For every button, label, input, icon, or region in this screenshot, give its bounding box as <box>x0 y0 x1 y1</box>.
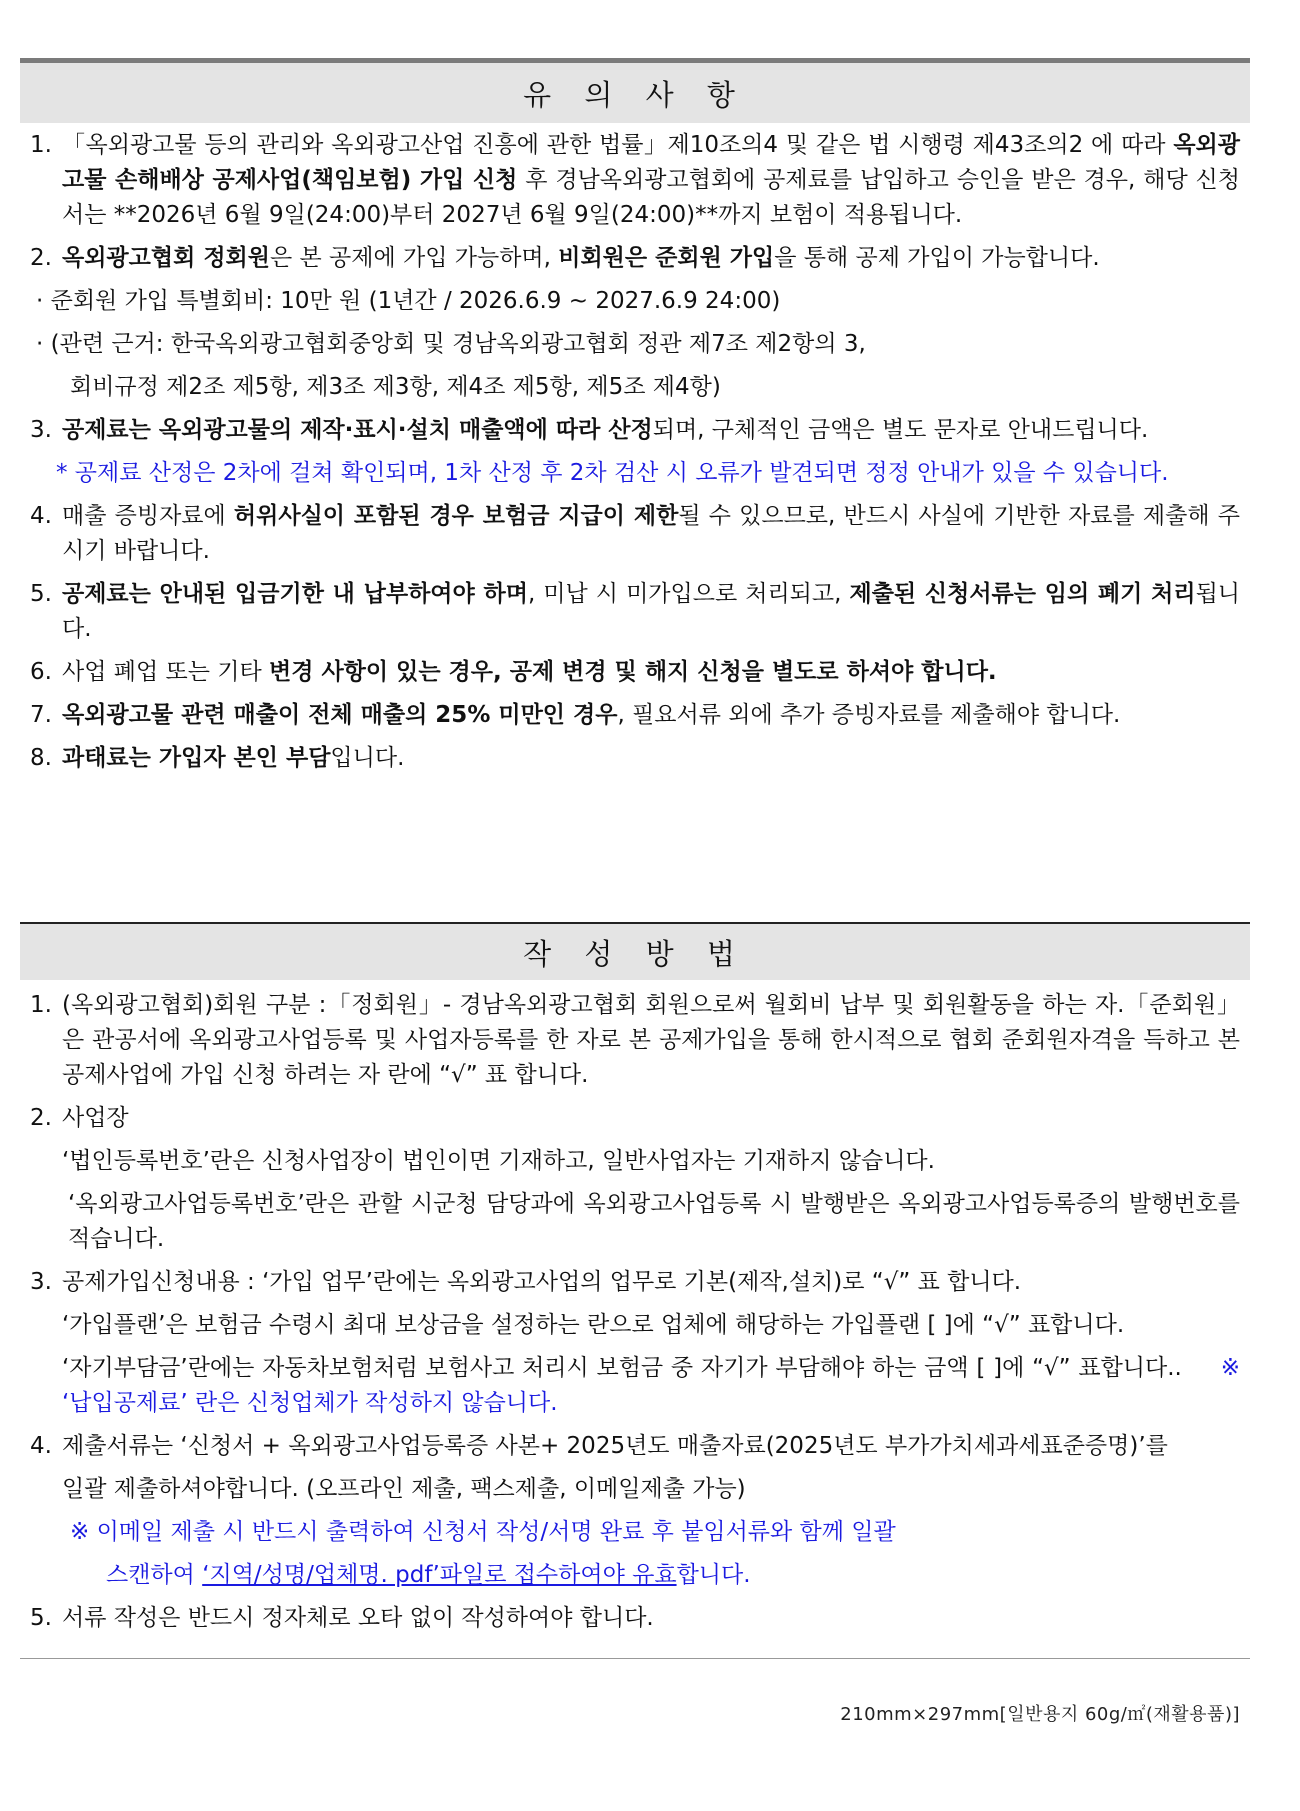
instruction-item-3: 3. 공제가입신청내용 : ‘가입 업무’란에는 옥외광고사업의 업무로 기본(제작,설치)로 “√” 표 합니다. <box>30 1269 1022 1295</box>
bottom-divider <box>20 1658 1250 1659</box>
legal-basis-line: · (관련 근거: 한국옥외광고협회중앙회 및 경남옥외광고협회 정관 제7조 제2항의 3, <box>36 331 866 357</box>
ad-registration-note: ‘옥외광고사업등록번호’란은 관할 시군청 담당과에 옥외광고사업등록 시 발행받은 옥외광고사업등록증의 발행번호를 적습니다. <box>68 1191 1240 1252</box>
legal-basis-line-2: 회비규정 제2조 제5항, 제3조 제3항, 제4조 제5항, 제5조 제4항) <box>70 374 721 400</box>
instructions-section-header <box>20 922 1250 980</box>
associate-fee-line: · 준회원 가입 특별회비: 10만 원 (1년간 / 2026.6.9 ~ 2027.6.9 24:00) <box>36 288 781 314</box>
paper-spec-footer: 210mm×297mm[일반용지 60g/㎡(재활용품)] <box>840 1704 1240 1725</box>
notice-item-3: 3. 공제료는 옥외광고물의 제작·표시·설치 매출액에 따라 산정되며, 구체적인 금액은 별도 문자로 안내드립니다. <box>30 417 1149 443</box>
notice-item-1: 1. 「옥외광고물 등의 관리와 옥외광고산업 진흥에 관한 법률」제10조의4 및 같은 법 시행령 제43조의2 에 따라 옥외광고물 손해배상 공제사업(책임보험) 가입 신청 후 경남옥외광고협회에 공제료를 납입하고 승인을 받은 경우, 해당 신청서는 **2026년 6월 9일(24:00)부터 2027년 6월 9일(24:00)**까지 보험이 적용됩니다. <box>30 132 1240 228</box>
instruction-item-1: 1. (옥외광고협회)회원 구분 :「정회원」- 경남옥외광고협회 회원으로써 월회비 납부 및 회원활동을 하는 자.「준회원」은 관공서에 옥외광고사업등록 및 사업자등록를 한 자로 본 공제가입을 통해 한시적으로 협회 준회원자격을 득하고 본 공제사업에 가입 신청 하려는 자 란에 “√” 표 합니다. <box>30 992 1240 1088</box>
notice-item-2: 2. 옥외광고협회 정회원은 본 공제에 가입 가능하며, 비회원은 준회원 가입을 통해 공제 가입이 가능합니다. <box>30 245 1100 271</box>
notice-item-7: 7. 옥외광고물 관련 매출이 전체 매출의 25% 미만인 경우, 필요서류 외에 추가 증빙자료를 제출해야 합니다. <box>30 702 1121 728</box>
premium-field-note: ※ ‘납입공제료’ 란은 신청업체가 작성하지 않습니다. <box>62 1355 1240 1416</box>
deductible-note: ‘자기부담금’란에는 자동차보험처럼 보험사고 처리시 보험금 중 자기가 부담해야 하는 금액 [ ]에 “√” 표합니다.. ※ ‘납입공제료’ 란은 신청업체가 작성하지 않습니다. <box>62 1355 1240 1416</box>
notice-item-5: 5. 공제료는 안내된 입금기한 내 납부하여야 하며, 미납 시 미가입으로 처리되고, 제출된 신청서류는 임의 폐기 처리됩니다. <box>30 581 1240 642</box>
instruction-item-4: 4. 제출서류는 ‘신청서 + 옥외광고사업등록증 사본+ 2025년도 매출자료(2025년도 부가가치세과세표준증명)’를 <box>30 1433 1168 1459</box>
notice-item-8: 8. 과태료는 가입자 본인 부담입니다. <box>30 745 405 771</box>
notice-section-title: 유 의 사 항 <box>523 77 747 112</box>
instruction-item-5: 5. 서류 작성은 반드시 정자체로 오타 없이 작성하여야 합니다. <box>30 1605 654 1631</box>
plan-note: ‘가입플랜’은 보험금 수령시 최대 보상금을 설정하는 란으로 업체에 해당하는 가입플랜 [ ]에 “√” 표합니다. <box>62 1312 1125 1338</box>
calculation-note: * 공제료 산정은 2차에 걸쳐 확인되며, 1차 산정 후 2차 검산 시 오류가 발견되면 정정 안내가 있을 수 있습니다. <box>56 460 1169 486</box>
email-submission-note: ※ 이메일 제출 시 반드시 출력하여 신청서 작성/서명 완료 후 붙임서류와 함께 일괄 <box>70 1519 896 1545</box>
submission-methods: 일괄 제출하셔야합니다. (오프라인 제출, 팩스제출, 이메일제출 가능) <box>62 1476 746 1502</box>
instructions-section-body <box>30 988 1240 1644</box>
notice-item-6: 6. 사업 폐업 또는 기타 변경 사항이 있는 경우, 공제 변경 및 해지 신청을 별도로 하셔야 합니다. <box>30 659 997 685</box>
email-submission-note-2: 스캔하여 ‘지역/성명/업체명. pdf’파일로 접수하여야 유효합니다. <box>106 1562 751 1588</box>
instruction-item-2: 2. 사업장 <box>30 1105 129 1131</box>
instructions-section-title: 작 성 방 법 <box>523 936 747 971</box>
notice-section-body <box>30 128 1240 784</box>
corp-number-note: ‘법인등록번호’란은 신청사업장이 법인이면 기재하고, 일반사업자는 기재하지 않습니다. <box>62 1148 935 1174</box>
notice-item-4: 4. 매출 증빙자료에 허위사실이 포함된 경우 보험금 지급이 제한될 수 있으므로, 반드시 사실에 기반한 자료를 제출해 주시기 바랍니다. <box>30 503 1240 564</box>
notice-section-header <box>20 58 1250 123</box>
